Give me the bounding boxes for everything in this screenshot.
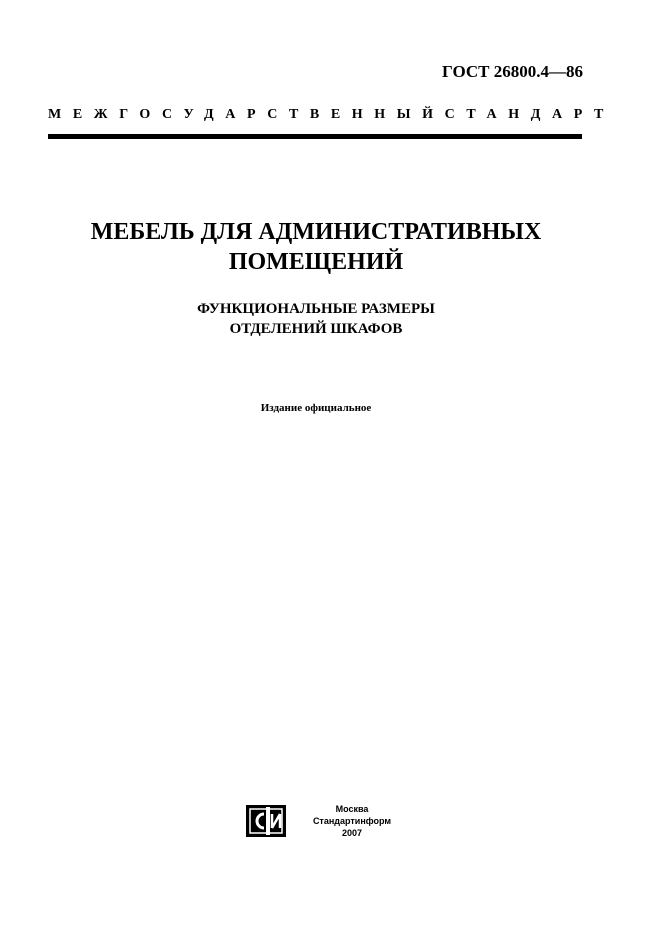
- publisher-city: Москва: [335, 804, 369, 814]
- document-title-line-2: ПОМЕЩЕНИЙ: [228, 249, 404, 275]
- edition-note: Издание официальное: [260, 402, 372, 414]
- standard-type-word-1: МЕЖГОСУДАРСТВЕННЫЙ: [48, 107, 445, 122]
- document-subtitle-line-2: ОТДЕЛЕНИЙ ШКАФОВ: [229, 321, 403, 337]
- document-subtitle-line-1: ФУНКЦИОНАЛЬНЫЕ РАЗМЕРЫ: [197, 301, 435, 317]
- standartinform-logo-icon: [246, 805, 286, 837]
- gost-number: ГОСТ 26800.4—86: [442, 62, 583, 81]
- publisher-name: Стандартинформ: [312, 816, 392, 826]
- document-title: [0, 217, 632, 277]
- document-subtitle: [0, 299, 632, 339]
- standard-type-heading: [48, 107, 615, 123]
- publisher-info: [306, 803, 398, 839]
- document-title-line-1: МЕБЕЛЬ ДЛЯ АДМИНИСТРАТИВНЫХ: [90, 219, 542, 245]
- header-divider: [48, 134, 582, 139]
- publisher-year: 2007: [341, 828, 363, 838]
- standard-type-word-2: СТАНДАРТ: [444, 107, 615, 122]
